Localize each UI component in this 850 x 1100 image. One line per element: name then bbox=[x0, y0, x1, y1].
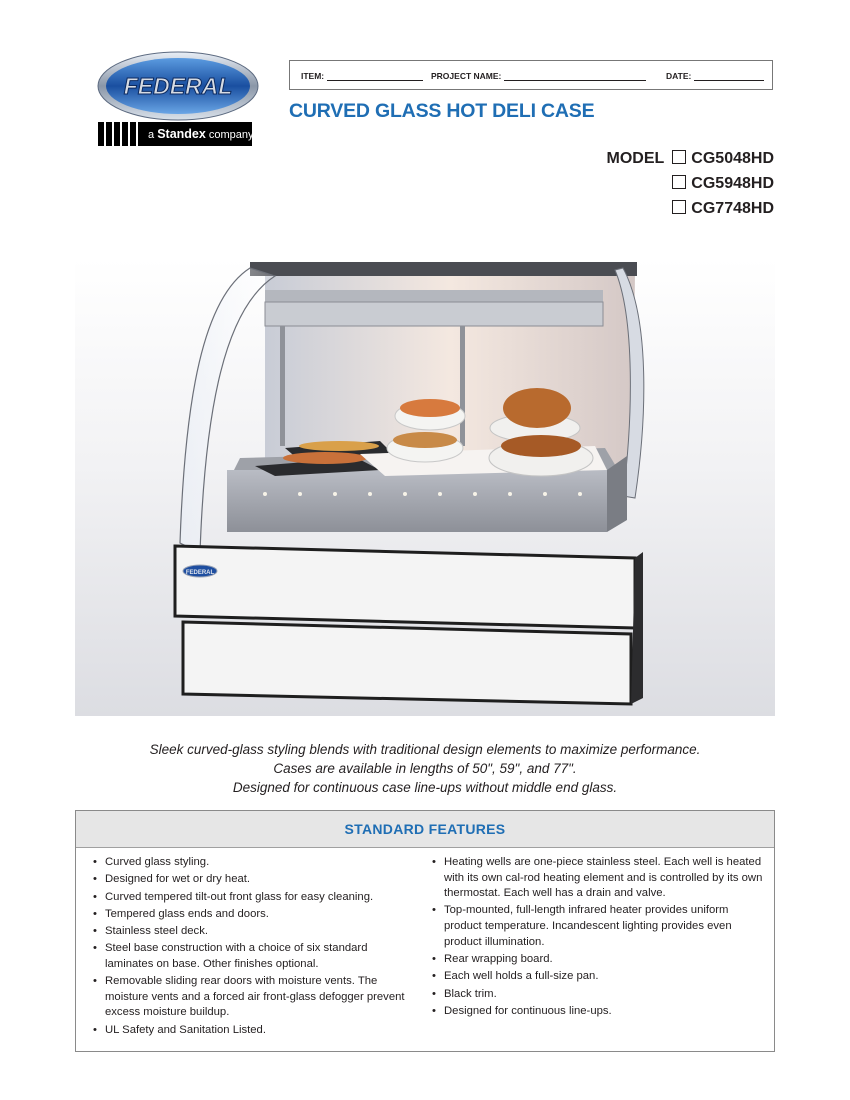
feature-item: • Designed for wet or dry heat. bbox=[93, 872, 413, 888]
feature-item: • Curved glass styling. bbox=[93, 855, 413, 871]
model-list bbox=[607, 149, 774, 224]
standex-badge bbox=[98, 122, 252, 146]
model-checkbox-2[interactable] bbox=[672, 175, 686, 189]
caption-line-3: Designed for continuous case line-ups without middle end glass. bbox=[232, 780, 618, 795]
standard-features-box bbox=[75, 810, 775, 1052]
feature-item: • Each well holds a full-size pan. bbox=[432, 969, 767, 985]
features-heading: STANDARD FEATURES bbox=[76, 811, 774, 848]
product-photo bbox=[75, 258, 775, 716]
caption-line-1: Sleek curved-glass styling blends with traditional design elements to maximize performance. bbox=[149, 742, 701, 757]
feature-item: • Stainless steel deck. bbox=[93, 924, 413, 940]
base-logo: FEDERAL bbox=[185, 570, 215, 576]
features-right-column bbox=[432, 855, 767, 1021]
feature-item: • Curved tempered tilt-out front glass for easy cleaning. bbox=[93, 890, 413, 906]
feature-item: • Designed for continuous line-ups. bbox=[432, 1004, 767, 1020]
standex-prefix: a bbox=[148, 129, 155, 141]
standex-suffix: company bbox=[208, 129, 254, 141]
feature-item: • Tempered glass ends and doors. bbox=[93, 907, 413, 923]
model-checkbox-1[interactable] bbox=[672, 150, 686, 164]
feature-item: • Heating wells are one-piece stainless steel. Each well is heated with its own cal-rod heating element and is controlled by its own thermostat. Each well has a drain and valve. bbox=[432, 855, 767, 902]
project-name-field[interactable] bbox=[504, 71, 646, 81]
feature-item: • Black trim. bbox=[432, 987, 767, 1003]
item-label: ITEM: bbox=[301, 71, 325, 81]
feature-item: • Rear wrapping board. bbox=[432, 952, 767, 968]
item-field[interactable] bbox=[327, 71, 423, 81]
standex-bars bbox=[98, 122, 146, 146]
features-left-column bbox=[93, 855, 413, 1040]
product-caption bbox=[75, 740, 775, 797]
model-2: CG5948HD bbox=[691, 175, 774, 192]
logo-text: FEDERAL bbox=[123, 73, 233, 99]
model-3: CG7748HD bbox=[691, 200, 774, 217]
caption-line-2: Cases are available in lengths of 50", 59", and 77". bbox=[273, 761, 577, 776]
feature-item: • Steel base construction with a choice of six standard laminates on base. Other finishes optional. bbox=[93, 941, 413, 972]
model-1: CG5048HD bbox=[691, 150, 774, 167]
federal-logo bbox=[96, 50, 260, 122]
feature-item: • UL Safety and Sanitation Listed. bbox=[93, 1023, 413, 1039]
feature-item: • Top-mounted, full-length infrared heater provides uniform product temperature. Incandescent lighting provides even product illumination. bbox=[432, 903, 767, 950]
model-checkbox-3[interactable] bbox=[672, 200, 686, 214]
model-label: MODEL bbox=[606, 150, 665, 167]
project-info-box bbox=[289, 60, 773, 90]
project-name-label: PROJECT NAME: bbox=[431, 71, 502, 81]
standex-brand: Standex bbox=[157, 127, 206, 141]
page-title: CURVED GLASS HOT DELI CASE bbox=[289, 100, 595, 122]
feature-item: • Removable sliding rear doors with moisture vents. The moisture vents and a forced air front-glass defogger prevent excess moisture buildup. bbox=[93, 974, 413, 1021]
date-label: DATE: bbox=[666, 71, 692, 81]
date-field[interactable] bbox=[694, 71, 764, 81]
